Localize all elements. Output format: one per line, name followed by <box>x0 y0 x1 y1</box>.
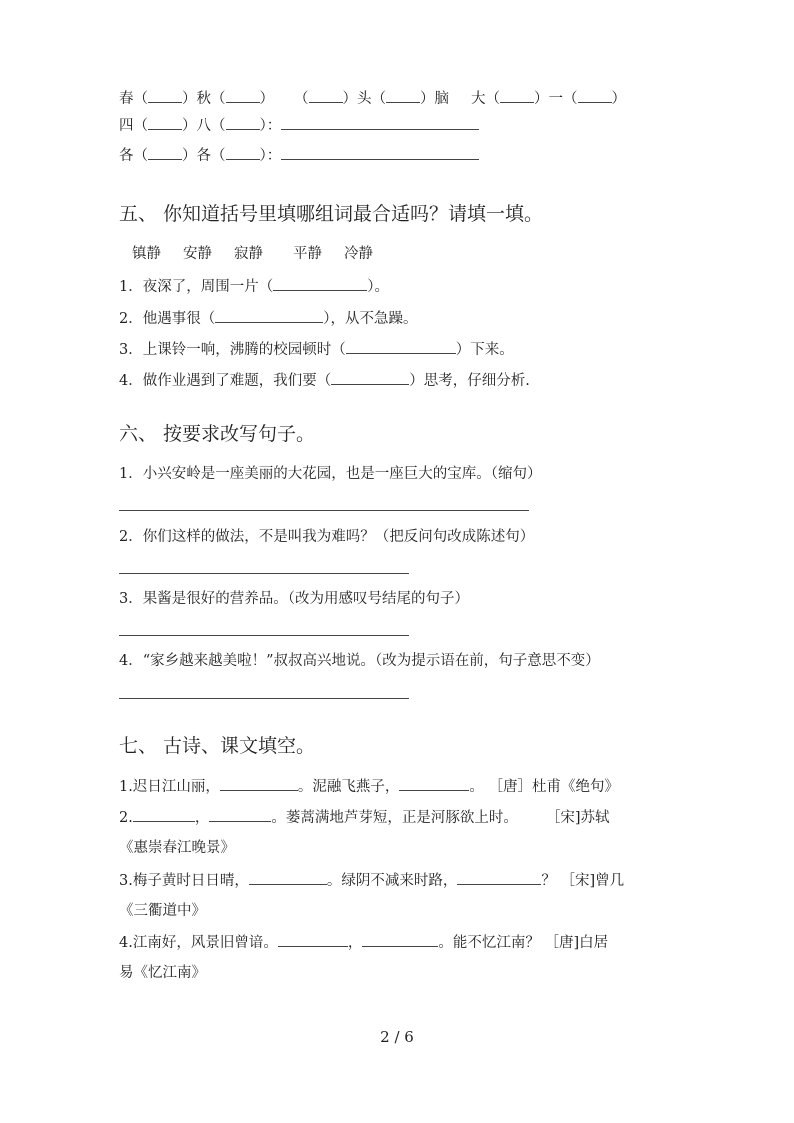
idiom-text: ） <box>611 91 626 107</box>
poem-text: 。蒌蒿满地芦芽短，正是河豚欲上时。 <box>271 810 518 826</box>
question-text: ）。 <box>367 279 389 295</box>
blank-field[interactable] <box>249 870 327 885</box>
answer-line[interactable] <box>119 510 529 511</box>
idiom-text: 各（ <box>119 148 148 164</box>
idiom-text: ）秋（ <box>182 91 226 107</box>
section-5-item-1 <box>119 276 389 297</box>
blank-field[interactable] <box>226 115 260 130</box>
blank-field[interactable] <box>133 807 195 822</box>
answer-line[interactable] <box>281 145 479 160</box>
blank-field[interactable] <box>278 932 348 947</box>
blank-field[interactable] <box>399 776 469 791</box>
poem-item-3 <box>119 870 624 891</box>
idiom-text: ） <box>259 91 274 107</box>
question-text: ）下来。 <box>455 342 514 358</box>
poem-text: ， <box>194 810 210 826</box>
section-6-item-2: 2．你们这样的做法，不是叫我为难吗？（把反问句改成陈述句） <box>119 529 535 545</box>
word-options <box>132 244 373 264</box>
idiom-text: ）： <box>259 118 282 134</box>
blank-field[interactable] <box>148 145 182 160</box>
blank-field[interactable] <box>226 88 260 103</box>
blank-field[interactable] <box>215 308 323 323</box>
idiom-text: ）八（ <box>182 118 226 134</box>
word-option: 平静 <box>293 246 322 262</box>
poem-text: 3.梅子黄时日日晴， <box>119 873 249 889</box>
blank-field[interactable] <box>457 870 541 885</box>
poem-text: ， <box>347 935 363 951</box>
answer-line[interactable] <box>281 115 479 130</box>
word-option: 镇静 <box>132 246 161 262</box>
section-5-item-4 <box>119 370 530 391</box>
section-6-item-1: 1．小兴安岭是一座美丽的大花园，也是一座巨大的宝库。（缩句） <box>119 466 542 482</box>
idiom-row-1 <box>119 88 626 109</box>
blank-field[interactable] <box>226 145 260 160</box>
blank-field[interactable] <box>209 807 271 822</box>
poem-item-2-cont: 《惠崇春江晚景》 <box>119 840 235 856</box>
word-option: 安静 <box>183 246 212 262</box>
section-5-item-3 <box>119 339 514 360</box>
poem-item-4-cont: 易《忆江南》 <box>119 965 206 981</box>
poem-text: 。 ［唐］杜甫《绝句》 <box>469 779 619 795</box>
poem-text: 。能不忆江南？ ［唐]白居 <box>438 935 609 951</box>
blank-field[interactable] <box>148 88 182 103</box>
poem-text: 4.江南好，风景旧曾谙。 <box>119 935 278 951</box>
idiom-text: 春（ <box>119 91 148 107</box>
question-text: ）思考，仔细分析. <box>409 373 530 389</box>
idiom-text: 大（ <box>471 91 500 107</box>
section-6-item-4: 4．“家乡越来越美啦！”叔叔高兴地说。（改为提示语在前，句子意思不变） <box>119 653 600 669</box>
blank-field[interactable] <box>331 370 409 385</box>
word-option: 冷静 <box>344 246 373 262</box>
idiom-row-3 <box>119 145 479 166</box>
poem-text: 。泥融飞燕子， <box>297 779 400 795</box>
answer-line[interactable] <box>119 573 409 574</box>
blank-field[interactable] <box>273 276 367 291</box>
section-5-heading: 五、 你知道括号里填哪组词最合适吗？请填一填。 <box>119 203 544 225</box>
idiom-text: 四（ <box>119 118 148 134</box>
question-text: 3．上课铃一响，沸腾的校园顿时（ <box>119 342 346 358</box>
answer-line[interactable] <box>119 698 409 699</box>
poem-item-4 <box>119 932 608 953</box>
section-6-item-3: 3．果酱是很好的营养品。（改为用感叹号结尾的句子） <box>119 591 469 607</box>
poem-text: 1.迟日江山丽， <box>119 779 220 795</box>
blank-field[interactable] <box>346 339 456 354</box>
idiom-text: （ <box>294 91 309 107</box>
poem-text: 2. <box>119 810 133 826</box>
question-text: 4．做作业遇到了难题，我们要（ <box>119 373 332 389</box>
idiom-row-2 <box>119 115 479 136</box>
poem-item-1 <box>119 776 619 797</box>
answer-line[interactable] <box>119 635 409 636</box>
question-text: 2．他遇事很（ <box>119 311 216 327</box>
question-text: 1．夜深了，周围一片（ <box>119 279 274 295</box>
blank-field[interactable] <box>362 932 438 947</box>
blank-field[interactable] <box>220 776 298 791</box>
idiom-text: ）各（ <box>182 148 226 164</box>
section-6-heading: 六、 按要求改写句子。 <box>119 423 316 445</box>
word-option: 寂静 <box>234 246 263 262</box>
idiom-text: ）头（ <box>342 91 386 107</box>
poem-item-3-cont: 《三衢道中》 <box>119 903 206 919</box>
question-text: ），从不急躁。 <box>323 311 418 327</box>
blank-field[interactable] <box>386 88 420 103</box>
section-7-heading: 七、 古诗、课文填空。 <box>119 735 316 757</box>
blank-field[interactable] <box>148 115 182 130</box>
page-number: 2 / 6 <box>380 1028 414 1046</box>
section-5-item-2 <box>119 308 417 329</box>
blank-field[interactable] <box>309 88 343 103</box>
poem-text: ［宋]苏轼 <box>545 810 610 826</box>
blank-field[interactable] <box>578 88 612 103</box>
idiom-text: ）脑 <box>420 91 449 107</box>
poem-text: ？ ［宋]曾几 <box>541 873 625 889</box>
blank-field[interactable] <box>500 88 534 103</box>
poem-item-2 <box>119 807 610 828</box>
idiom-text: ）： <box>259 148 282 164</box>
idiom-text: ）一（ <box>534 91 578 107</box>
poem-text: 。绿阴不减来时路， <box>326 873 458 889</box>
